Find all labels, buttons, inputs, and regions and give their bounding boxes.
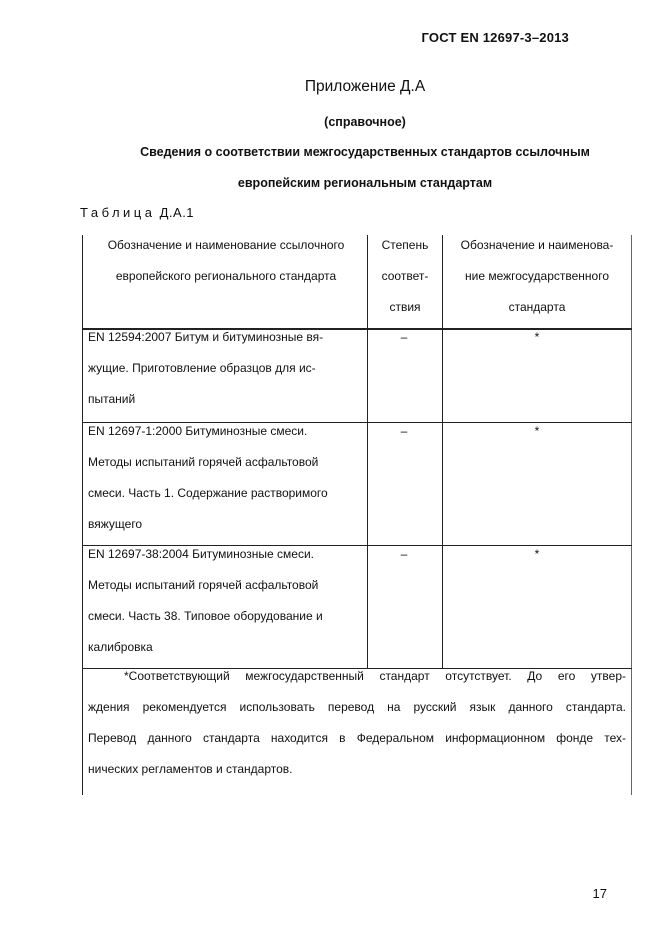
- section-heading-line-2: европейским региональным стандартам: [237, 176, 493, 190]
- table-row-1-standard: [88, 322, 364, 415]
- section-heading-line-1: Сведения о соответствии межгосударственных стандартов ссылочным: [140, 145, 590, 159]
- cell-line: смеси. Часть 38. Типовое оборудование и: [88, 609, 323, 623]
- table-row-1-interstate: *: [534, 330, 540, 344]
- table-row-3-standard: [88, 539, 364, 663]
- table-row-3-interstate: *: [534, 547, 540, 561]
- footnote-line: Перевод данного стандарта находится в Федеральном информационном фонде тех-: [88, 731, 626, 745]
- footnote-line: *Соответствующий межгосударственный стандарт отсутствует. До его утвер-: [124, 669, 626, 683]
- column-header-line: европейского регионального стандарта: [115, 269, 337, 283]
- appendix-subtitle: (справочное): [324, 115, 406, 129]
- appendix-title: Приложение Д.А: [304, 78, 426, 95]
- cell-line: пытаний: [88, 392, 136, 406]
- table-label: [80, 205, 194, 220]
- column-header-line: ние межгосударственного: [464, 269, 610, 283]
- cell-line: EN 12697-1:2000 Битуминозные смеси.: [88, 424, 308, 438]
- footnote-line: ждения рекомендуется использовать перевод на русский язык данного стандарта.: [88, 700, 626, 714]
- column-header-line: Обозначение и наименование ссылочного: [107, 238, 345, 252]
- column-header-degree: [368, 230, 442, 323]
- cell-line: EN 12594:2007 Битум и битуминозные вя-: [88, 330, 324, 344]
- footnote-line: нических регламентов и стандартов.: [88, 762, 293, 776]
- cell-line: Методы испытаний горячей асфальтовой: [88, 578, 319, 592]
- page-number: 17: [592, 886, 607, 901]
- column-header-european-standard: [84, 230, 368, 292]
- column-header-line: ствия: [389, 300, 421, 314]
- column-header-line: стандарта: [508, 300, 566, 314]
- table-left-border: [82, 235, 83, 795]
- document-code: ГОСТ EN 12697-3–2013: [421, 30, 569, 45]
- table-row-3-degree: –: [400, 547, 408, 561]
- column-header-line: соответ-: [381, 269, 429, 283]
- cell-line: калибровка: [88, 640, 153, 654]
- table-label-number: Д.А.1: [159, 205, 195, 220]
- column-header-line: Обозначение и наименова-: [460, 238, 614, 252]
- table-footnote: [88, 661, 626, 785]
- cell-line: жущие. Приготовление образцов для ис-: [88, 361, 316, 375]
- table-label-word: Таблица: [80, 205, 156, 220]
- cell-line: смеси. Часть 1. Содержание растворимого: [88, 486, 328, 500]
- column-header-line: Степень: [381, 238, 429, 252]
- cell-line: вяжущего: [88, 517, 143, 531]
- table-row-2-standard: [88, 416, 364, 540]
- table-row-1-degree: –: [400, 330, 408, 344]
- table-row-2-degree: –: [400, 424, 408, 438]
- cell-line: EN 12697-38:2004 Битуминозные смеси.: [88, 547, 314, 561]
- table-row-2-interstate: *: [534, 424, 540, 438]
- column-header-interstate-standard: [442, 230, 632, 323]
- cell-line: Методы испытаний горячей асфальтовой: [88, 455, 319, 469]
